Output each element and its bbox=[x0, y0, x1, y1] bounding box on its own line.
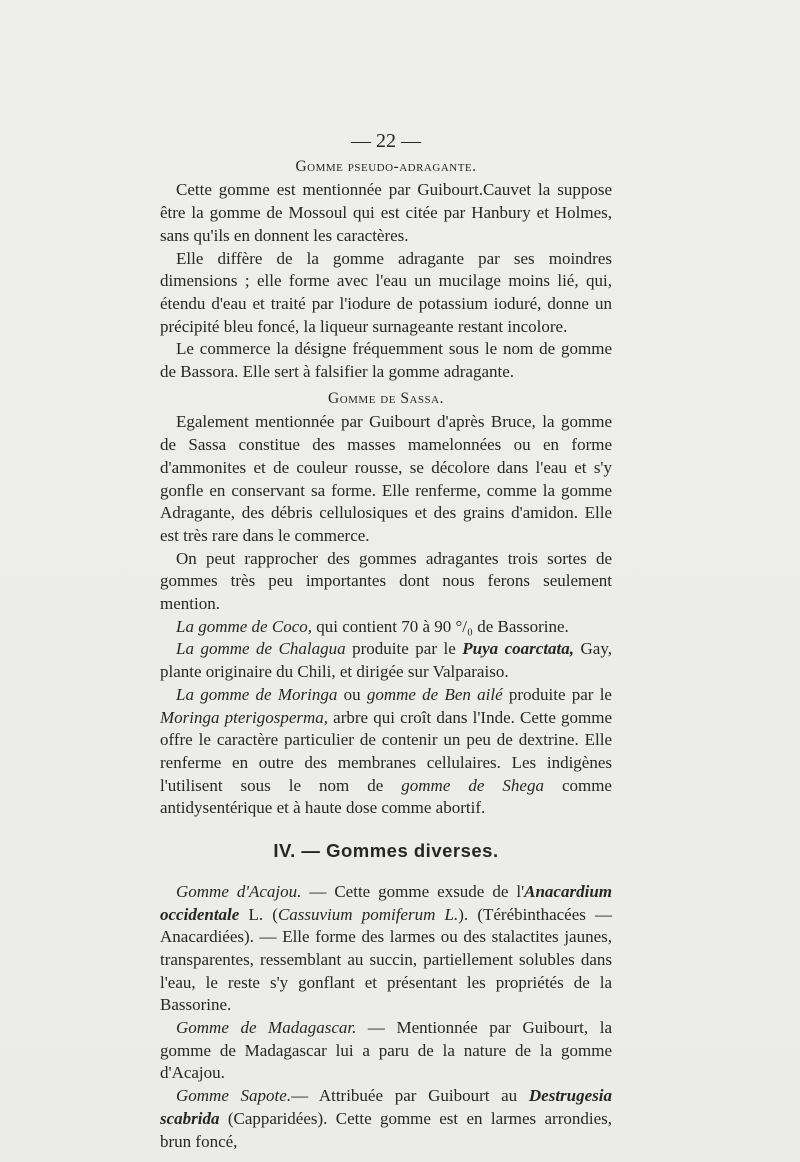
text-run: qui contient 70 à 90 °/₀ de Bassorine. bbox=[311, 616, 569, 636]
section-title-gommes-diverses: IV. — Gommes diverses. bbox=[273, 840, 499, 862]
text-run: — Cette gomme exsude de l' bbox=[301, 881, 525, 901]
gum-name: Gomme d'Acajou. bbox=[176, 881, 302, 901]
species-name: Moringa pterigosperma, bbox=[160, 707, 329, 727]
species-name: Puya coarctata, bbox=[462, 639, 575, 659]
gum-name: La gomme de Moringa bbox=[176, 684, 338, 704]
text-run: arbre qui croît dans l'Inde. Cette gomme offre le caractère particulier de contenir un peu de dextrine. Elle renferme en outre des membranes cellulaires. Les indigènes l'utilisent sous le nom de bbox=[160, 707, 612, 795]
gum-name: La gomme de Chalagua bbox=[176, 639, 346, 659]
text-run: — Mentionnée par Guibourt, la gomme de Madagascar lui a paru de la nature de la gomme d'Acajou. bbox=[160, 1018, 612, 1083]
paragraph: Le commerce la désigne fréquemment sous le nom de gomme de Bassora. Elle sert à falsifier la gomme adragante. bbox=[160, 339, 612, 382]
text-run: produite par le bbox=[345, 639, 463, 659]
species-name: Destrugesia scabrida bbox=[160, 1086, 612, 1128]
paragraph-moringa bbox=[160, 684, 612, 820]
text-run: L. ( bbox=[239, 904, 278, 924]
gum-name: La gomme de Coco, bbox=[176, 616, 312, 636]
species-name: Anacardium occidentale bbox=[160, 881, 612, 924]
text-run: (Capparidées). Cette gomme est en larmes arrondies, brun foncé, bbox=[160, 1108, 612, 1151]
text-run: produite par le bbox=[502, 684, 612, 704]
paragraph-madagascar bbox=[160, 1017, 612, 1085]
gum-name: Gomme de Madagascar. bbox=[176, 1018, 357, 1038]
section-title-pseudo-adragante: Gomme pseudo-adragante. bbox=[295, 157, 477, 175]
paragraph: On peut rapprocher des gommes adragantes trois sortes de gommes très peu importantes dont nous ferons seulement mention. bbox=[160, 548, 612, 614]
paragraph-chalagua bbox=[160, 638, 612, 683]
paragraph: Egalement mentionnée par Guibourt d'après Bruce, la gomme de Sassa constitue des masses mamelonnées ou en forme d'ammonites et de couleur rousse, se décolore dans l'eau et s'y gonfle en conservant sa forme. Elle renferme, comme la gomme Adragante, des débris cellulosiques et des grains d'amidon. Elle est très rare dans le commerce. bbox=[160, 412, 612, 545]
text-run: comme antidysentérique et à haute dose comme abortif. bbox=[160, 775, 612, 818]
gum-name: Gomme Sapote. bbox=[176, 1086, 292, 1106]
page-number: — 22 — bbox=[351, 130, 421, 152]
species-name: Cassuvium pomiferum L. bbox=[277, 904, 459, 924]
paragraph-acajou bbox=[160, 881, 612, 1017]
paragraph: Cette gomme est mentionnée par Guibourt.Cauvet la suppose être la gomme de Mossoul qui est citée par Hanbury et Holmes, sans qu'ils en donnent les caractères. bbox=[160, 180, 612, 245]
paragraph-sapote bbox=[160, 1085, 612, 1153]
section-title-sassa: Gomme de Sassa. bbox=[328, 389, 444, 407]
gum-name: gomme de Ben ailé bbox=[366, 684, 503, 704]
text-run: Gay, plante originaire du Chili, et dirigée sur Valparaiso. bbox=[160, 639, 612, 682]
gum-name: gomme de Shega bbox=[401, 775, 544, 795]
paragraph: Elle diffère de la gomme adragante par ses moindres dimensions ; elle forme avec l'eau un mucilage moins lié, qui, étendu d'eau et traité par l'iodure de potassium ioduré, donne un précipité bleu foncé, la liqueur surnageante restant incolore. bbox=[160, 248, 612, 336]
text-column bbox=[160, 130, 612, 1153]
text-run: — Attribuée par Guibourt au bbox=[291, 1086, 529, 1106]
text-run: ou bbox=[337, 684, 367, 704]
text-run: ). (Térébinthacées — Anacardiées). — Elle forme des larmes ou des stalactites jaunes, transparentes, ressemblant au succin, partiellement solubles dans l'eau, le reste s'y gonflant et présentant les propriétés de la Bassorine. bbox=[160, 904, 613, 1015]
paragraph-coco bbox=[160, 616, 612, 639]
